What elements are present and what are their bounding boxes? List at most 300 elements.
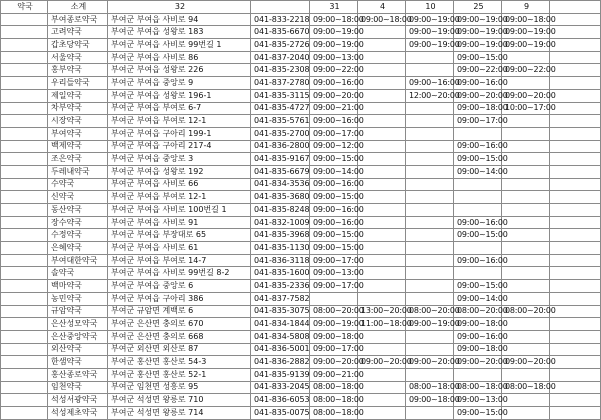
cell-name: 제일약국 bbox=[48, 89, 108, 102]
cell-hours: 09:00~21:00 bbox=[310, 102, 358, 115]
cell-hours bbox=[358, 368, 406, 381]
cell-address: 부여군 부여읍 사비로 91 bbox=[108, 216, 251, 229]
cell-hours bbox=[358, 407, 406, 420]
cell-hours bbox=[406, 204, 454, 217]
cell-hours bbox=[358, 191, 406, 204]
cell-hours: 09:00~19:00 bbox=[454, 26, 502, 39]
cell-blank bbox=[1, 140, 48, 153]
cell-phone: 041-835-8248 bbox=[251, 204, 310, 217]
cell-blank bbox=[550, 305, 601, 318]
cell-blank bbox=[1, 381, 48, 394]
cell-blank bbox=[1, 280, 48, 293]
cell-hours: 09:00~20:00 bbox=[406, 356, 454, 369]
cell-blank bbox=[550, 267, 601, 280]
cell-hours bbox=[502, 242, 550, 255]
table-header bbox=[1, 1, 601, 14]
cell-name: 백제약국 bbox=[48, 140, 108, 153]
table-row bbox=[1, 140, 601, 153]
cell-blank bbox=[1, 407, 48, 420]
table-row bbox=[1, 368, 601, 381]
cell-blank bbox=[1, 77, 48, 90]
cell-name: 시장약국 bbox=[48, 115, 108, 128]
cell-address: 부여군 부여읍 성왕로 196-1 bbox=[108, 89, 251, 102]
table-body bbox=[1, 13, 601, 419]
table-row bbox=[1, 305, 601, 318]
cell-phone: 041-835-2308 bbox=[251, 64, 310, 77]
cell-hours: 09:00~17:00 bbox=[310, 254, 358, 267]
cell-name: 부여종로약국 bbox=[48, 13, 108, 26]
cell-blank bbox=[1, 254, 48, 267]
cell-hours bbox=[406, 191, 454, 204]
cell-blank bbox=[1, 115, 48, 128]
table-row bbox=[1, 26, 601, 39]
cell-name: 동산약국 bbox=[48, 204, 108, 217]
cell-address: 부여군 외산면 외산로 87 bbox=[108, 343, 251, 356]
cell-phone: 041-835-9139 bbox=[251, 368, 310, 381]
cell-hours bbox=[358, 381, 406, 394]
cell-hours bbox=[406, 242, 454, 255]
cell-hours: 09:00~17:00 bbox=[454, 115, 502, 128]
cell-blank bbox=[550, 356, 601, 369]
cell-hours: 09:00~18:00 bbox=[454, 318, 502, 331]
cell-hours bbox=[358, 204, 406, 217]
cell-hours: 09:00~18:00 bbox=[310, 330, 358, 343]
cell-hours: 08:00~20:00 bbox=[310, 305, 358, 318]
cell-hours: 09:00~12:00 bbox=[310, 140, 358, 153]
cell-hours bbox=[358, 115, 406, 128]
cell-address: 부여군 홍산면 홍산로 54-3 bbox=[108, 356, 251, 369]
cell-blank bbox=[550, 140, 601, 153]
cell-hours: 09:00~19:00 bbox=[502, 39, 550, 52]
cell-hours bbox=[502, 216, 550, 229]
table-row bbox=[1, 153, 601, 166]
cell-hours: 09:00~15:00 bbox=[454, 153, 502, 166]
cell-hours bbox=[358, 153, 406, 166]
cell-hours bbox=[502, 178, 550, 191]
cell-hours bbox=[406, 229, 454, 242]
table-row bbox=[1, 165, 601, 178]
cell-blank bbox=[1, 13, 48, 26]
cell-blank bbox=[550, 51, 601, 64]
cell-blank bbox=[1, 102, 48, 115]
cell-hours bbox=[406, 178, 454, 191]
cell-hours: 09:00~16:00 bbox=[310, 77, 358, 90]
cell-address: 부여군 은산면 충의로 670 bbox=[108, 318, 251, 331]
cell-address: 부여군 석성면 왕릉로 714 bbox=[108, 407, 251, 420]
cell-phone: 041-837-7582 bbox=[251, 292, 310, 305]
table-row bbox=[1, 229, 601, 242]
cell-hours: 08:00~18:00 bbox=[310, 407, 358, 420]
cell-name: 조은약국 bbox=[48, 153, 108, 166]
cell-blank bbox=[1, 368, 48, 381]
cell-hours bbox=[406, 280, 454, 293]
cell-name: 솔약국 bbox=[48, 267, 108, 280]
table-row bbox=[1, 13, 601, 26]
cell-phone: 041-837-2040 bbox=[251, 51, 310, 64]
cell-blank bbox=[1, 178, 48, 191]
cell-hours bbox=[406, 102, 454, 115]
cell-hours bbox=[454, 242, 502, 255]
cell-phone: 041-834-3536 bbox=[251, 178, 310, 191]
cell-blank bbox=[550, 64, 601, 77]
cell-hours bbox=[502, 330, 550, 343]
cell-hours: 09:00~16:00 bbox=[406, 77, 454, 90]
cell-hours: 09:00~16:00 bbox=[310, 115, 358, 128]
cell-blank bbox=[550, 292, 601, 305]
cell-hours: 09:00~19:00 bbox=[502, 26, 550, 39]
cell-blank bbox=[1, 267, 48, 280]
cell-hours bbox=[502, 204, 550, 217]
cell-hours bbox=[502, 343, 550, 356]
table-row bbox=[1, 254, 601, 267]
cell-hours bbox=[502, 115, 550, 128]
table-row bbox=[1, 39, 601, 52]
cell-hours bbox=[358, 140, 406, 153]
cell-hours bbox=[358, 39, 406, 52]
cell-hours: 09:00~19:00 bbox=[406, 13, 454, 26]
cell-hours: 09:00~20:00 bbox=[502, 89, 550, 102]
table-row bbox=[1, 115, 601, 128]
cell-phone: 041-834-5808 bbox=[251, 330, 310, 343]
cell-hours: 09:00~16:00 bbox=[310, 216, 358, 229]
cell-hours bbox=[406, 368, 454, 381]
cell-phone: 041-832-1009 bbox=[251, 216, 310, 229]
cell-hours: 09:00~17:00 bbox=[310, 280, 358, 293]
cell-blank bbox=[550, 39, 601, 52]
cell-hours: 09:00~18:00 bbox=[454, 102, 502, 115]
cell-hours bbox=[406, 140, 454, 153]
cell-address: 부여군 부여읍 사비로 100번길 1 bbox=[108, 204, 251, 217]
cell-hours bbox=[454, 368, 502, 381]
cell-hours bbox=[502, 280, 550, 293]
cell-phone: 041-836-2882 bbox=[251, 356, 310, 369]
cell-hours: 09:00~21:00 bbox=[310, 368, 358, 381]
cell-blank bbox=[550, 229, 601, 242]
cell-address: 부여군 부여읍 사비로 94 bbox=[108, 13, 251, 26]
header-cell: 32 bbox=[108, 1, 251, 14]
table-row bbox=[1, 64, 601, 77]
table-row bbox=[1, 204, 601, 217]
cell-hours: 09:00~20:00 bbox=[310, 89, 358, 102]
cell-phone: 041-835-3075 bbox=[251, 305, 310, 318]
cell-phone: 041-835-3680 bbox=[251, 191, 310, 204]
cell-phone: 041-835-6679 bbox=[251, 165, 310, 178]
cell-name: 농민약국 bbox=[48, 292, 108, 305]
cell-hours bbox=[406, 51, 454, 64]
cell-address: 부여군 부여읍 사비로 61 bbox=[108, 242, 251, 255]
cell-hours bbox=[358, 229, 406, 242]
cell-hours: 09:00~19:00 bbox=[406, 318, 454, 331]
cell-blank bbox=[550, 318, 601, 331]
cell-name: 규암약국 bbox=[48, 305, 108, 318]
header-cell bbox=[550, 1, 601, 14]
cell-blank bbox=[1, 127, 48, 140]
table-row bbox=[1, 191, 601, 204]
cell-hours: 09:00~15:00 bbox=[454, 407, 502, 420]
cell-hours: 09:00~22:00 bbox=[502, 64, 550, 77]
cell-address: 부여군 부여읍 구아리 199-1 bbox=[108, 127, 251, 140]
cell-name: 두레내약국 bbox=[48, 165, 108, 178]
cell-address: 부여군 부여읍 성왕로 192 bbox=[108, 165, 251, 178]
table-row bbox=[1, 280, 601, 293]
cell-hours: 09:00~19:00 bbox=[310, 318, 358, 331]
cell-name: 부여대한약국 bbox=[48, 254, 108, 267]
cell-blank bbox=[550, 178, 601, 191]
cell-name: 외산약국 bbox=[48, 343, 108, 356]
cell-name: 부여약국 bbox=[48, 127, 108, 140]
cell-hours: 08:00~18:00 bbox=[310, 394, 358, 407]
cell-hours bbox=[454, 267, 502, 280]
cell-address: 부여군 홍산면 홍산로 52-1 bbox=[108, 368, 251, 381]
cell-hours bbox=[502, 153, 550, 166]
cell-hours bbox=[502, 267, 550, 280]
cell-address: 부여군 부여읍 사비로 66 bbox=[108, 178, 251, 191]
header-cell bbox=[251, 1, 310, 14]
cell-hours: 09:00~14:00 bbox=[310, 165, 358, 178]
table-row bbox=[1, 394, 601, 407]
cell-name: 한샘약국 bbox=[48, 356, 108, 369]
cell-blank bbox=[1, 216, 48, 229]
cell-phone: 041-835-2700 bbox=[251, 127, 310, 140]
cell-hours bbox=[358, 242, 406, 255]
cell-hours: 09:00~15:00 bbox=[310, 229, 358, 242]
cell-hours: 09:00~16:00 bbox=[454, 216, 502, 229]
cell-hours bbox=[406, 292, 454, 305]
cell-hours bbox=[502, 368, 550, 381]
cell-blank bbox=[1, 64, 48, 77]
cell-address: 부여군 부여읍 사비로 99번길 1 bbox=[108, 39, 251, 52]
cell-hours: 09:00~20:00 bbox=[358, 356, 406, 369]
cell-blank bbox=[550, 102, 601, 115]
cell-blank bbox=[1, 26, 48, 39]
cell-hours bbox=[502, 407, 550, 420]
cell-name: 홍산종로약국 bbox=[48, 368, 108, 381]
cell-hours bbox=[502, 165, 550, 178]
header-cell: 약국 bbox=[1, 1, 48, 14]
table-row bbox=[1, 330, 601, 343]
cell-address: 부여군 부여읍 부여로 14-7 bbox=[108, 254, 251, 267]
cell-hours bbox=[502, 318, 550, 331]
cell-hours bbox=[358, 77, 406, 90]
cell-blank bbox=[550, 242, 601, 255]
cell-blank bbox=[1, 89, 48, 102]
header-cell: 31 bbox=[310, 1, 358, 14]
cell-hours bbox=[358, 127, 406, 140]
table-row bbox=[1, 242, 601, 255]
cell-address: 부여군 부여읍 부여로 12-1 bbox=[108, 191, 251, 204]
cell-hours: 09:00~22:00 bbox=[310, 64, 358, 77]
cell-phone: 041-833-2218 bbox=[251, 13, 310, 26]
cell-blank bbox=[550, 407, 601, 420]
header-cell: 9 bbox=[502, 1, 550, 14]
cell-blank bbox=[550, 191, 601, 204]
cell-hours: 11:00~18:00 bbox=[358, 318, 406, 331]
cell-name: 서울약국 bbox=[48, 51, 108, 64]
table-row bbox=[1, 267, 601, 280]
cell-hours bbox=[454, 178, 502, 191]
cell-phone: 041-835-9167 bbox=[251, 153, 310, 166]
cell-hours bbox=[358, 267, 406, 280]
cell-hours: 09:00~20:00 bbox=[310, 356, 358, 369]
cell-hours: 08:00~18:00 bbox=[502, 381, 550, 394]
cell-blank bbox=[550, 254, 601, 267]
cell-hours: 09:00~16:00 bbox=[454, 254, 502, 267]
cell-hours: 09:00~18:00 bbox=[310, 13, 358, 26]
cell-phone: 041-835-6670 bbox=[251, 26, 310, 39]
cell-hours: 09:00~15:00 bbox=[454, 51, 502, 64]
cell-phone: 041-835-5761 bbox=[251, 115, 310, 128]
cell-blank bbox=[550, 216, 601, 229]
cell-hours bbox=[358, 394, 406, 407]
cell-hours bbox=[406, 153, 454, 166]
cell-hours bbox=[406, 115, 454, 128]
cell-hours bbox=[406, 127, 454, 140]
cell-phone: 041-835-0075 bbox=[251, 407, 310, 420]
cell-hours bbox=[406, 216, 454, 229]
cell-address: 부여군 부여읍 성왕로 226 bbox=[108, 64, 251, 77]
cell-hours: 09:00~19:00 bbox=[310, 26, 358, 39]
cell-hours: 09:00~13:00 bbox=[454, 394, 502, 407]
cell-name: 석성서광약국 bbox=[48, 394, 108, 407]
cell-hours bbox=[358, 178, 406, 191]
cell-blank bbox=[1, 305, 48, 318]
table-row bbox=[1, 216, 601, 229]
cell-blank bbox=[1, 394, 48, 407]
header-row bbox=[1, 1, 601, 14]
header-cell: 10 bbox=[406, 1, 454, 14]
cell-address: 부여군 부여읍 사비로 99번길 8-2 bbox=[108, 267, 251, 280]
cell-name: 홍부약국 bbox=[48, 64, 108, 77]
cell-address: 부여군 부여읍 부장대로 65 bbox=[108, 229, 251, 242]
cell-hours: 09:00~16:00 bbox=[310, 178, 358, 191]
cell-hours bbox=[502, 191, 550, 204]
cell-hours bbox=[406, 64, 454, 77]
cell-blank bbox=[1, 356, 48, 369]
cell-hours: 09:00~16:00 bbox=[454, 140, 502, 153]
cell-address: 부여군 부여읍 사비로 86 bbox=[108, 51, 251, 64]
cell-phone: 041-835-2726 bbox=[251, 39, 310, 52]
cell-hours: 09:00~13:00 bbox=[310, 51, 358, 64]
cell-name: 수정약국 bbox=[48, 229, 108, 242]
cell-hours: 13:00~20:00 bbox=[358, 305, 406, 318]
cell-blank bbox=[550, 13, 601, 26]
cell-hours bbox=[358, 51, 406, 64]
cell-hours: 08:00~20:00 bbox=[406, 305, 454, 318]
cell-blank bbox=[550, 204, 601, 217]
cell-blank bbox=[550, 280, 601, 293]
cell-name: 차부약국 bbox=[48, 102, 108, 115]
cell-name: 장수약국 bbox=[48, 216, 108, 229]
cell-name: 은혜약국 bbox=[48, 242, 108, 255]
cell-phone: 041-835-3115 bbox=[251, 89, 310, 102]
cell-hours bbox=[358, 216, 406, 229]
table-row bbox=[1, 318, 601, 331]
cell-hours: 09:00~16:00 bbox=[454, 330, 502, 343]
table-row bbox=[1, 51, 601, 64]
cell-hours: 09:00~19:00 bbox=[454, 39, 502, 52]
cell-hours: 08:00~20:00 bbox=[454, 305, 502, 318]
cell-hours: 09:00~18:00 bbox=[358, 13, 406, 26]
cell-phone: 041-836-2800 bbox=[251, 140, 310, 153]
table-row bbox=[1, 381, 601, 394]
cell-hours: 09:00~20:00 bbox=[502, 356, 550, 369]
cell-hours bbox=[406, 343, 454, 356]
cell-hours: 08:00~18:00 bbox=[310, 381, 358, 394]
cell-phone: 041-836-3118 bbox=[251, 254, 310, 267]
cell-blank bbox=[1, 318, 48, 331]
cell-hours bbox=[502, 254, 550, 267]
cell-hours bbox=[358, 26, 406, 39]
cell-hours bbox=[502, 394, 550, 407]
cell-address: 부여군 은산면 충의로 668 bbox=[108, 330, 251, 343]
cell-hours bbox=[454, 127, 502, 140]
cell-hours: 09:00~15:00 bbox=[310, 242, 358, 255]
cell-phone: 041-836-5001 bbox=[251, 343, 310, 356]
cell-hours: 09:00~17:00 bbox=[310, 343, 358, 356]
cell-hours bbox=[406, 407, 454, 420]
cell-hours: 09:00~15:00 bbox=[310, 191, 358, 204]
cell-blank bbox=[550, 368, 601, 381]
cell-phone: 041-836-6053 bbox=[251, 394, 310, 407]
table-row bbox=[1, 77, 601, 90]
cell-hours: 09:00~15:00 bbox=[454, 229, 502, 242]
cell-hours bbox=[406, 254, 454, 267]
cell-hours bbox=[502, 229, 550, 242]
cell-name: 고려약국 bbox=[48, 26, 108, 39]
cell-hours: 09:00~20:00 bbox=[454, 356, 502, 369]
cell-blank bbox=[1, 229, 48, 242]
cell-hours: 12:00~20:00 bbox=[406, 89, 454, 102]
cell-address: 부여군 부여읍 중앙로 6 bbox=[108, 280, 251, 293]
cell-hours bbox=[358, 165, 406, 178]
cell-address: 부여군 석성면 왕릉로 710 bbox=[108, 394, 251, 407]
cell-address: 부여군 부여읍 성왕로 183 bbox=[108, 26, 251, 39]
cell-phone: 041-837-2780 bbox=[251, 77, 310, 90]
cell-blank bbox=[550, 77, 601, 90]
table-row bbox=[1, 407, 601, 420]
cell-hours bbox=[502, 127, 550, 140]
cell-hours bbox=[502, 51, 550, 64]
cell-hours: 09:00~16:00 bbox=[454, 77, 502, 90]
cell-hours: 09:00~19:00 bbox=[406, 39, 454, 52]
cell-hours bbox=[358, 102, 406, 115]
cell-address: 부여군 부여읍 부여로 12-1 bbox=[108, 115, 251, 128]
cell-hours: 08:00~20:00 bbox=[502, 305, 550, 318]
cell-hours: 09:00~18:00 bbox=[502, 13, 550, 26]
cell-address: 부여군 임천면 성흥로 95 bbox=[108, 381, 251, 394]
table-row bbox=[1, 89, 601, 102]
cell-phone: 041-835-1600 bbox=[251, 267, 310, 280]
cell-blank bbox=[1, 292, 48, 305]
cell-blank bbox=[1, 51, 48, 64]
table-row bbox=[1, 343, 601, 356]
cell-blank bbox=[1, 330, 48, 343]
cell-hours: 09:00~19:00 bbox=[454, 13, 502, 26]
cell-hours bbox=[358, 343, 406, 356]
table-row bbox=[1, 127, 601, 140]
cell-hours bbox=[502, 140, 550, 153]
cell-phone: 041-835-2336 bbox=[251, 280, 310, 293]
cell-blank bbox=[1, 191, 48, 204]
cell-hours: 09:00~16:00 bbox=[310, 204, 358, 217]
cell-name: 수약국 bbox=[48, 178, 108, 191]
cell-name: 갑초당약국 bbox=[48, 39, 108, 52]
cell-blank bbox=[1, 165, 48, 178]
cell-hours bbox=[358, 254, 406, 267]
cell-hours bbox=[406, 330, 454, 343]
cell-hours bbox=[502, 77, 550, 90]
cell-hours: 09:00~19:00 bbox=[406, 26, 454, 39]
